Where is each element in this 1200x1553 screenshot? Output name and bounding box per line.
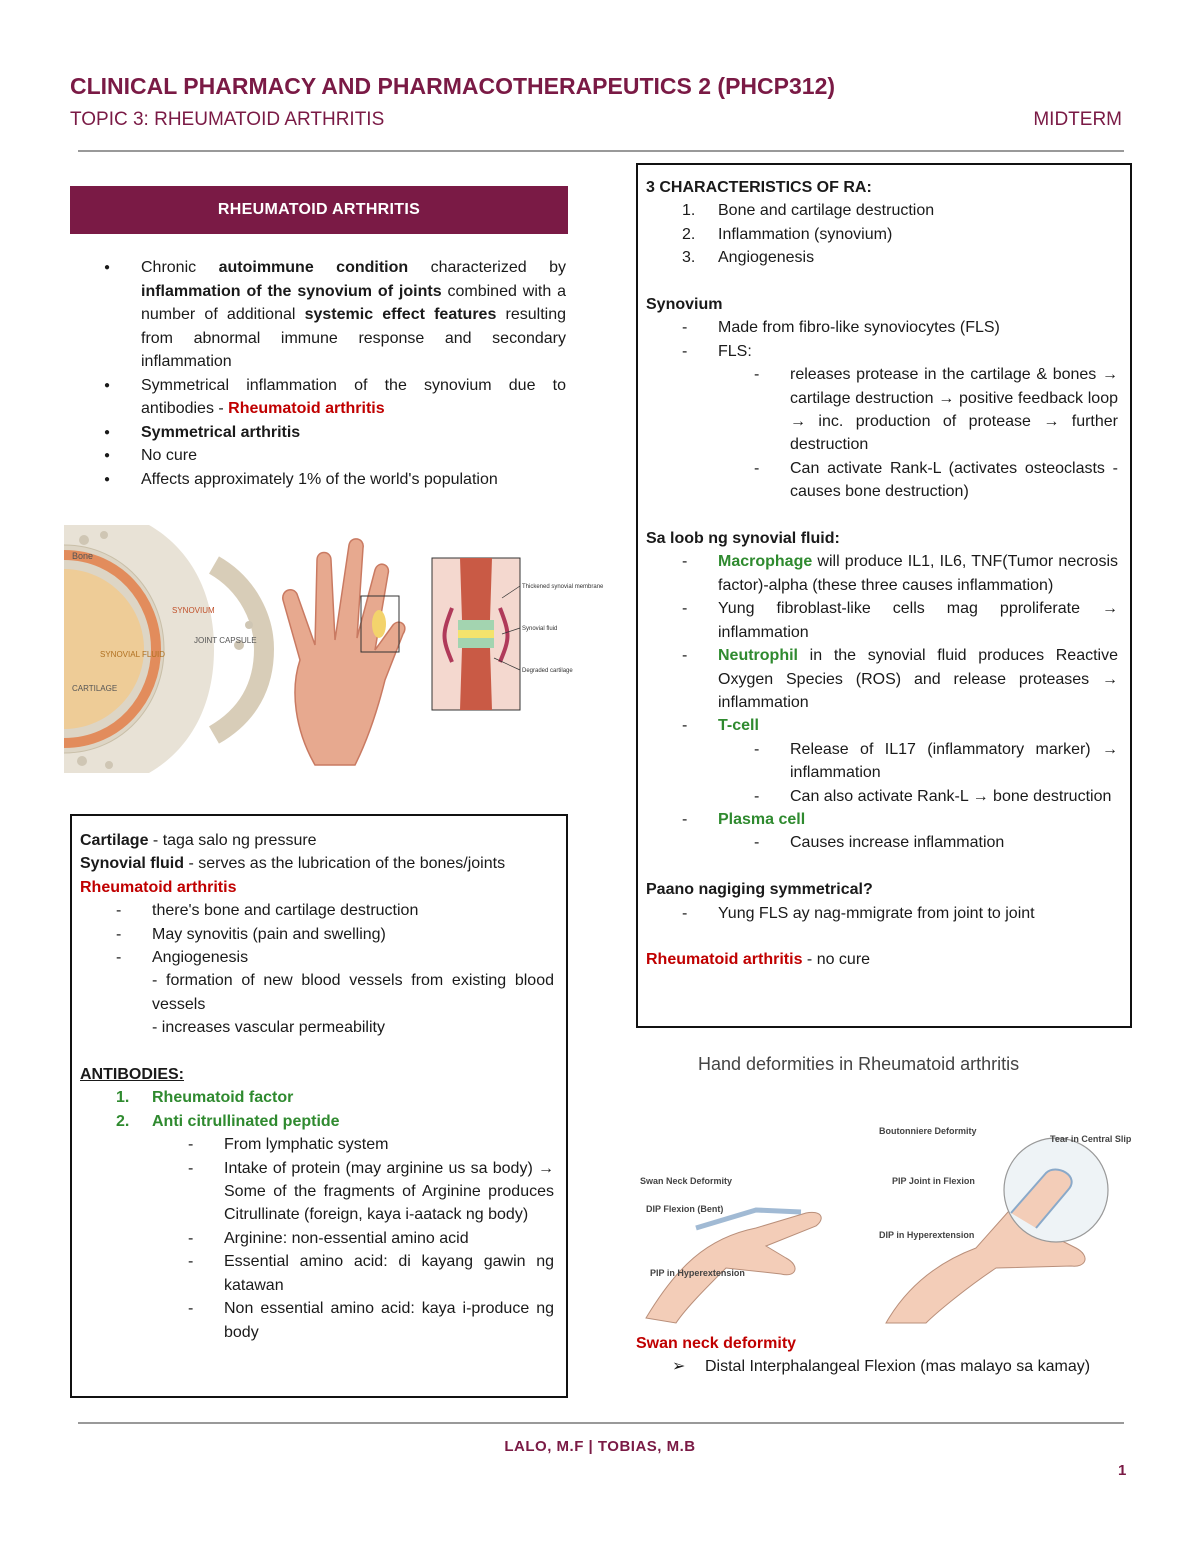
page-number: 1 [1118, 1462, 1127, 1479]
label-central-slip: Tear in Central Slip [1050, 1134, 1132, 1144]
list-item: - Made from fibro-like synoviocytes (FLS) [682, 316, 1118, 339]
term-label: MIDTERM [1033, 109, 1122, 130]
list-item: - formation of new blood vessels from existing blood vessels [152, 972, 554, 1013]
label-bone: Bone [72, 551, 94, 561]
list-item: - May synovitis (pain and swelling) [116, 923, 554, 946]
symmetry-list [646, 902, 1118, 925]
right-notes-box [636, 163, 1132, 1028]
list-item: - From lymphatic system [188, 1133, 554, 1156]
ra-feature-list [80, 899, 554, 969]
bullet-definition: ● Chronic autoimmune condition characterized by inflammation of the synovium of joints combined with a number of additional systemic effect features resulting from abnormal immune response and secondary inflammation [104, 256, 566, 374]
synovial-fluid-cells-list [646, 550, 1118, 737]
bullet-symmetrical-inflammation: ● Symmetrical inflammation of the synovium due to antibodies - Rheumatoid arthritis [104, 374, 566, 421]
label-joint-capsule: JOINT CAPSULE [194, 636, 257, 645]
list-item: 2. Inflammation (synovium) [682, 225, 893, 243]
joint-anatomy-illustration [64, 525, 274, 773]
list-item: - Intake of protein (may arginine us sa body) → Some of the fragments of Arginine produces Citrullinate (foreign, kaya i-aatack ng body) [188, 1157, 554, 1227]
document-title: CLINICAL PHARMACY AND PHARMACOTHERAPEUTICS 2 (PHCP312) [70, 73, 836, 99]
synovial-fluid-heading: Sa loob ng synovial fluid: [646, 530, 840, 548]
author-names: LALO, M.F | TOBIAS, M.B [504, 1438, 696, 1455]
label-thickened-membrane: Thickened synovial membrane [522, 584, 604, 590]
hand-illustration [275, 530, 425, 770]
list-item: - releases protease in the cartilage & bones → cartilage destruction → positive feedback loop → inc. production of protease → further destruction [754, 363, 1118, 457]
list-item: - Arginine: non-essential amino acid [188, 1227, 554, 1250]
list-item: - Yung fibroblast-like cells mag pproliferate → inflammation [682, 597, 1118, 644]
arrow-bullet-icon: ➢ [672, 1358, 686, 1375]
hand-deformities-title: Hand deformities in Rheumatoid arthritis [698, 1054, 1020, 1074]
antibody-list [80, 1086, 554, 1133]
label-cartilage: CARTILAGE [72, 684, 118, 693]
list-item: - Can activate Rank-L (activates osteoclasts - causes bone destruction) [754, 457, 1118, 504]
synovium-list [646, 316, 1118, 363]
antibodies-heading: ANTIBODIES: [80, 1066, 184, 1084]
footer-divider [78, 1422, 1124, 1424]
characteristics-heading: 3 CHARACTERISTICS OF RA: [646, 179, 872, 196]
list-item: - Plasma cell [682, 808, 1118, 831]
acp-detail-list [80, 1133, 554, 1344]
label-synovium: SYNOVIUM [172, 606, 215, 615]
list-item: 3. Angiogenesis [682, 249, 815, 267]
list-item: - Release of IL17 (inflammatory marker) → inflammation [754, 738, 1118, 785]
label-synovial-fluid-detail: Synovial fluid [522, 626, 558, 632]
list-item: - Angiogenesis [116, 946, 554, 969]
list-item: - Yung FLS ay nag-mmigrate from joint to joint [682, 902, 1118, 925]
tcell-list [646, 738, 1118, 808]
label-boutonniere: Boutonniere Deformity [879, 1126, 977, 1136]
ra-heading: Rheumatoid arthritis [80, 878, 237, 896]
bullet-prevalence: ● Affects approximately 1% of the world's population [104, 468, 566, 492]
fls-list [646, 363, 1118, 503]
list-item: - Neutrophil in the synovial fluid produces Reactive Oxygen Species (ROS) and release proteases → inflammation [682, 644, 1118, 714]
list-item: - Can also activate Rank-L → bone destruction [754, 785, 1118, 808]
synovium-detail-illustration [432, 558, 604, 710]
label-swan-neck: Swan Neck Deformity [640, 1176, 733, 1186]
section-banner: RHEUMATOID ARTHRITIS [70, 186, 568, 234]
bullet-symmetrical-arthritis: ● Symmetrical arthritis [104, 421, 566, 445]
cartilage-definition: Cartilage - taga salo ng pressure [80, 832, 317, 849]
label-pip-flexion: PIP Joint in Flexion [892, 1176, 975, 1186]
ra-bullet-list [104, 256, 566, 491]
label-pip-hyperextension: PIP in Hyperextension [650, 1268, 745, 1278]
plasma-cell-item [646, 808, 1118, 831]
label-degraded-cartilage: Degraded cartilage [522, 668, 573, 674]
list-item: - T-cell [682, 714, 1118, 737]
swan-neck-description: ➢ Distal Interphalangeal Flexion (mas malayo sa kamay) [672, 1355, 1128, 1378]
list-item: - there's bone and cartilage destruction [116, 899, 554, 922]
label-synovial-fluid: SYNOVIAL FLUID [100, 650, 166, 659]
topic-label: TOPIC 3: RHEUMATOID ARTHRITIS [70, 109, 385, 130]
angiogenesis-detail [80, 969, 554, 1039]
label-dip-hyperextension: DIP in Hyperextension [879, 1230, 975, 1240]
characteristics-list [646, 199, 1118, 269]
list-item: - Essential amino acid: di kayang gawin ng katawan [188, 1250, 554, 1297]
list-item: - Non essential amino acid: kaya i-produce ng body [188, 1297, 554, 1344]
list-item: - Macrophage will produce IL1, IL6, TNF(Tumor necrosis factor)-alpha (these three causes inflammation) [682, 550, 1118, 597]
synovial-fluid-definition: Synovial fluid - serves as the lubrication of the bones/joints [80, 855, 506, 873]
list-item: 2. Anti citrullinated peptide [116, 1112, 340, 1130]
list-item: - increases vascular permeability [152, 1019, 385, 1037]
list-item: - FLS: [682, 340, 1118, 363]
bullet-no-cure: ● No cure [104, 444, 566, 468]
list-item: - Causes increase inflammation [754, 831, 1118, 854]
list-item: 1. Rheumatoid factor [116, 1089, 294, 1107]
header-divider [78, 150, 1124, 152]
swan-neck-heading: Swan neck deformity [636, 1335, 797, 1352]
ra-no-cure-note: Rheumatoid arthritis - no cure [646, 951, 871, 969]
synovium-heading: Synovium [646, 296, 723, 314]
label-dip-flexion: DIP Flexion (Bent) [646, 1204, 724, 1214]
symmetry-heading: Paano nagiging symmetrical? [646, 881, 873, 899]
hand-deformities-illustration [636, 1118, 1136, 1323]
left-notes-box [70, 814, 568, 1398]
list-item: 1. Bone and cartilage destruction [682, 202, 935, 220]
plasma-cell-list [646, 831, 1118, 854]
